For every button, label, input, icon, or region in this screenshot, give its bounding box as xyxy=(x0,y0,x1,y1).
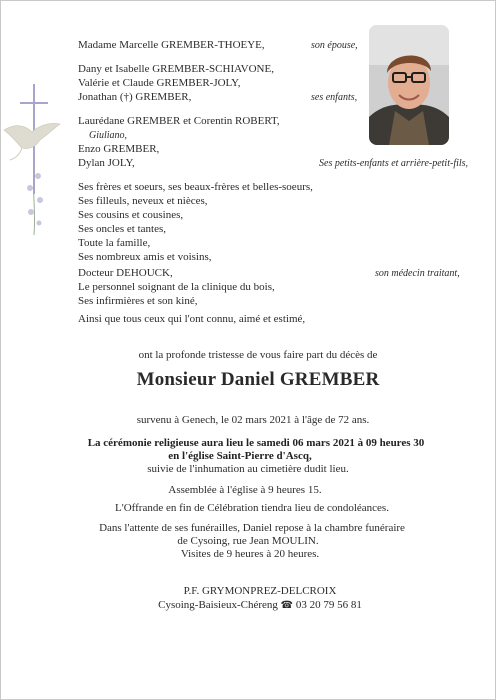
funeral-home-phone: 03 20 79 56 81 xyxy=(295,599,362,611)
dove-icon xyxy=(4,123,60,160)
grandchild-line: Enzo GREMBER, xyxy=(78,143,160,155)
closing-line: Ainsi que tous ceux qui l'ont connu, aimé et estimé, xyxy=(78,313,306,325)
child-line: Jonathan (†) GREMBER, xyxy=(78,91,192,103)
grandchild-line: Laurédane GREMBER et Corentin ROBERT, xyxy=(78,115,280,127)
relatives-line: Ses nombreux amis et voisins, xyxy=(78,251,212,263)
rest-line-2: de Cysoing, rue Jean MOULIN. xyxy=(177,535,319,547)
religious-decoration xyxy=(0,80,70,240)
deceased-name: Monsieur Daniel GREMBER xyxy=(136,369,380,390)
relatives-line: Ses oncles et tantes, xyxy=(78,223,166,235)
relatives-line: Toute la famille, xyxy=(78,237,151,249)
doctor-name: Docteur DEHOUCK, xyxy=(78,267,173,279)
spouse-role: son épouse, xyxy=(311,40,358,51)
relatives-line: Ses cousins et cousines, xyxy=(78,209,184,221)
death-details: survenu à Genech, le 02 mars 2021 à l'âge de 72 ans. xyxy=(136,414,370,426)
ceremony-line-2: en l'église Saint-Pierre d'Ascq, xyxy=(168,450,312,462)
assembly-time: Assemblée à l'église à 9 heures 15. xyxy=(168,484,322,496)
care-line: Ses infirmières et son kiné, xyxy=(78,295,198,307)
phone-icon: ☎ xyxy=(280,600,294,611)
child-line: Valérie et Claude GREMBER-JOLY, xyxy=(78,77,241,89)
relatives-line: Ses filleuls, neveux et nièces, xyxy=(78,195,208,207)
announcement-intro: ont la profonde tristesse de vous faire part du décès de xyxy=(138,349,378,361)
ceremony-line-3: suivie de l'inhumation au cimetière dudit lieu. xyxy=(147,463,349,475)
grandchild-line: Dylan JOLY, xyxy=(78,157,135,169)
spouse-name: Madame Marcelle GREMBER-THOEYE, xyxy=(78,39,265,51)
grandchildren-role: Ses petits-enfants et arrière-petit-fils, xyxy=(319,158,469,169)
children-role: ses enfants, xyxy=(311,92,358,103)
care-line: Le personnel soignant de la clinique du bois, xyxy=(78,281,275,293)
funeral-home-name: P.F. GRYMONPREZ-DELCROIX xyxy=(183,585,337,597)
funeral-home-location: Cysoing-Baisieux-Chéreng xyxy=(158,599,278,611)
funeral-home-contact xyxy=(12,599,496,612)
rest-line-1: Dans l'attente de ses funérailles, Daniel repose à la chambre funéraire xyxy=(99,522,405,534)
grandchild-line: Giuliano, xyxy=(89,130,128,141)
offering-note: L'Offrande en fin de Célébration tiendra lieu de condoléances. xyxy=(115,502,389,514)
portrait-photo xyxy=(369,25,449,145)
relatives-line: Ses frères et soeurs, ses beaux-frères et belles-soeurs, xyxy=(78,181,313,193)
rest-line-3: Visites de 9 heures à 20 heures. xyxy=(180,548,320,560)
ceremony-line-1: La cérémonie religieuse aura lieu le samedi 06 mars 2021 à 09 heures 30 xyxy=(87,437,425,449)
doctor-role: son médecin traitant, xyxy=(375,268,460,279)
child-line: Dany et Isabelle GREMBER-SCHIAVONE, xyxy=(78,63,274,75)
